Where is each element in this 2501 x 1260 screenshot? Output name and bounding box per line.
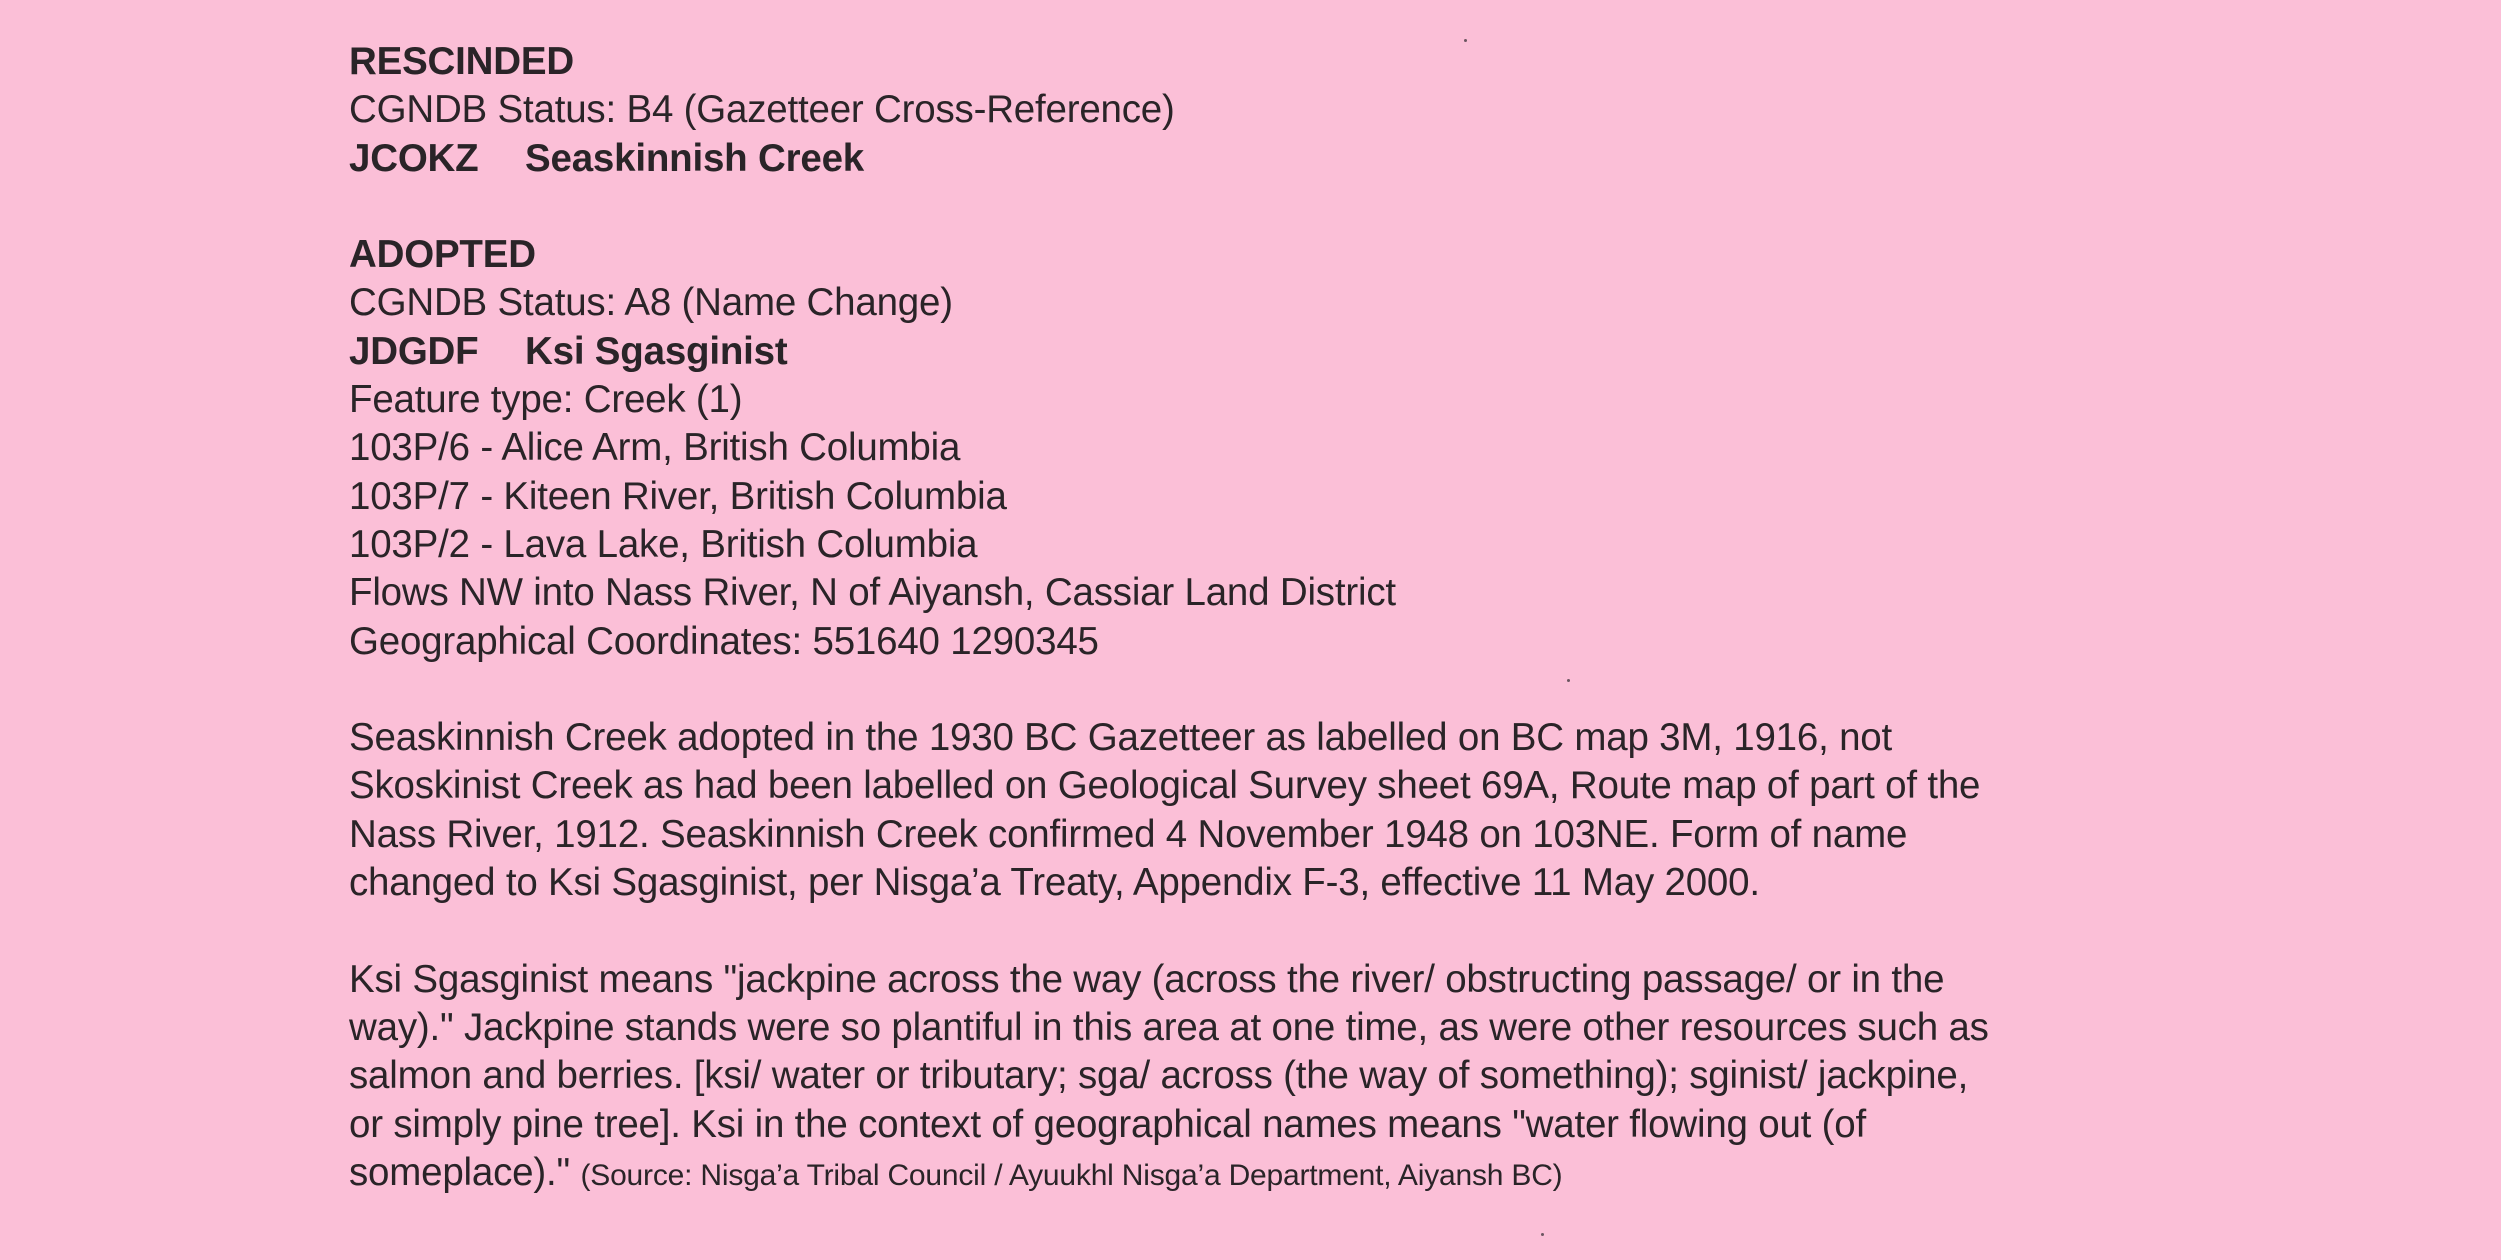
adopted-name-row (349, 328, 2229, 376)
rescinded-name-row (349, 135, 2229, 183)
paper-speck (1567, 679, 1570, 682)
source-citation: (Source: Nisga’a Tribal Council / Ayuukhl Nisga’a Department, Aiyansh BC) (580, 1158, 1563, 1192)
adopted-code: JDGDF (349, 329, 479, 373)
meaning-line: or simply pine tree]. Ksi in the context of geographical names means "water flowing out (of (349, 1102, 1866, 1146)
spacer (349, 907, 2229, 955)
rescinded-section (349, 38, 2229, 183)
adopted-heading: ADOPTED (349, 233, 536, 277)
spacer (349, 183, 2229, 231)
meaning-line: salmon and berries. [ksi/ water or tributary; sga/ across (the way of something); sginist/ jackpine, (349, 1054, 1969, 1098)
rescinded-code: JCOKZ (349, 136, 479, 180)
rescinded-name: Seaskinnish Creek (525, 136, 865, 180)
adopted-section (349, 231, 2229, 666)
paper-speck (1541, 1233, 1544, 1236)
meaning-last-line (349, 1149, 2229, 1200)
meaning-line-end: someplace)." (349, 1150, 570, 1194)
paper-speck (1464, 39, 1467, 42)
gazetteer-entry (349, 38, 2229, 1200)
meaning-paragraph (349, 956, 2229, 1200)
rescinded-heading: RESCINDED (349, 40, 574, 83)
rescinded-status: CGNDB Status: B4 (Gazetteer Cross-Reference) (349, 88, 1175, 132)
feature-type: Feature type: Creek (1) (349, 378, 743, 422)
location-description: Flows NW into Nass River, N of Aiyansh, Cassiar Land District (349, 571, 1396, 615)
meaning-line: way)." Jackpine stands were so plantiful in this area at one time, as were other resources such as (349, 1005, 1989, 1049)
history-line: Seaskinnish Creek adopted in the 1930 BC Gazetteer as labelled on BC map 3M, 1916, not (349, 716, 1893, 760)
history-line: Nass River, 1912. Seaskinnish Creek confirmed 4 November 1948 on 103NE. Form of name (349, 812, 1908, 856)
map-sheet: 103P/7 - Kiteen River, British Columbia (349, 474, 1007, 518)
history-line: changed to Ksi Sgasginist, per Nisga’a Treaty, Appendix F-3, effective 11 May 2000. (349, 861, 1760, 905)
adopted-name: Ksi Sgasginist (525, 329, 788, 373)
spacer (349, 666, 2229, 714)
meaning-line: Ksi Sgasginist means "jackpine across the way (across the river/ obstructing passage/ or in the (349, 957, 1945, 1001)
history-line: Skoskinist Creek as had been labelled on Geological Survey sheet 69A, Route map of part of the (349, 764, 1981, 808)
history-paragraph (349, 714, 2229, 907)
map-sheet: 103P/2 - Lava Lake, British Columbia (349, 522, 978, 566)
adopted-status: CGNDB Status: A8 (Name Change) (349, 281, 953, 325)
map-sheet: 103P/6 - Alice Arm, British Columbia (349, 426, 961, 470)
geographical-coordinates: Geographical Coordinates: 551640 1290345 (349, 619, 1099, 663)
